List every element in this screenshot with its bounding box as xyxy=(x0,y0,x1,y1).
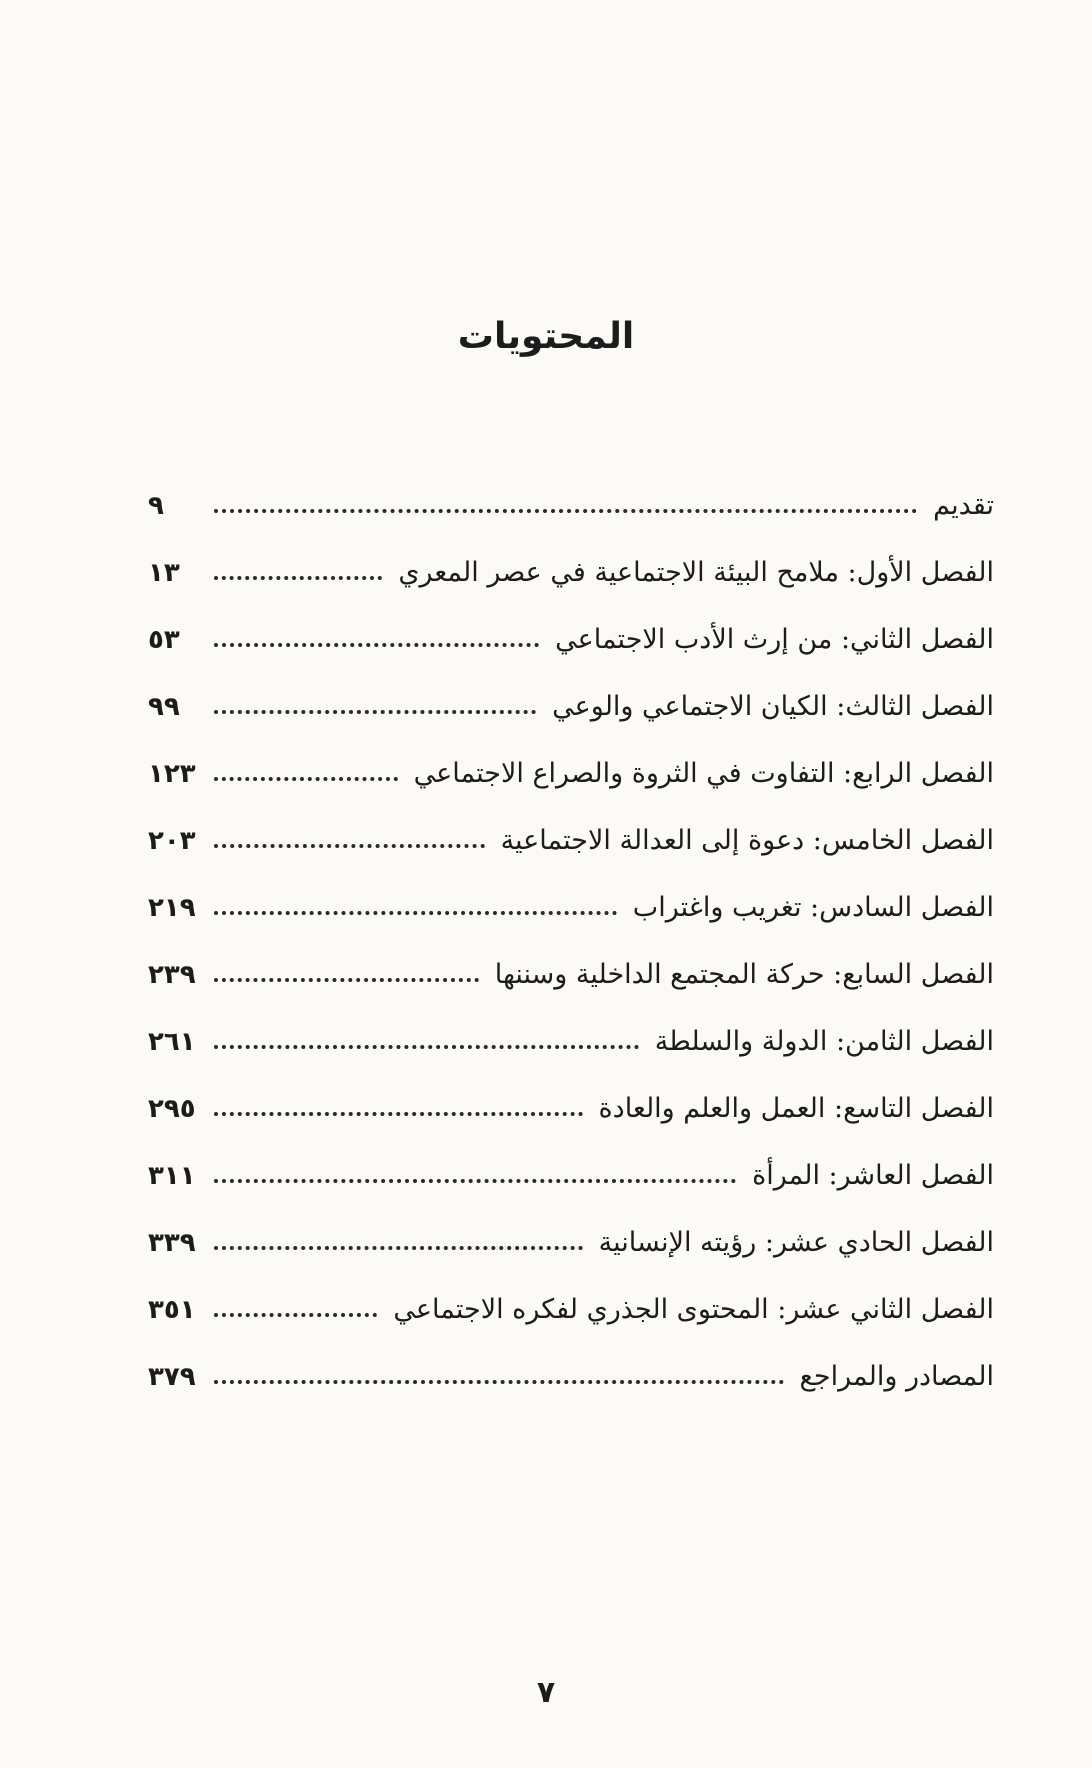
toc-page-number: ٢٩٥ xyxy=(148,1093,196,1124)
toc-entry-chapter-11 xyxy=(148,1209,994,1276)
toc-entry-title: الفصل الثامن: الدولة والسلطة xyxy=(654,1025,994,1057)
table-of-contents xyxy=(148,472,994,1410)
toc-entry-title: الفصل الثاني: من إرث الأدب الاجتماعي xyxy=(555,623,994,655)
toc-entry-references xyxy=(148,1343,994,1410)
dot-leader xyxy=(214,643,539,647)
dot-leader xyxy=(214,509,917,513)
dot-leader xyxy=(214,978,479,982)
toc-entry-title: الفصل السابع: حركة المجتمع الداخلية وسننها xyxy=(494,958,994,990)
toc-entry-chapter-3 xyxy=(148,673,994,740)
toc-page-number: ١٢٣ xyxy=(148,758,196,789)
toc-entry-introduction xyxy=(148,472,994,539)
toc-entry-title: الفصل الثاني عشر: المحتوى الجذري لفكره الاجتماعي xyxy=(393,1293,994,1325)
toc-entry-chapter-8 xyxy=(148,1008,994,1075)
toc-entry-chapter-9 xyxy=(148,1075,994,1142)
dot-leader xyxy=(214,1112,583,1116)
toc-entry-title: الفصل الخامس: دعوة إلى العدالة الاجتماعية xyxy=(500,824,994,856)
toc-page-number: ٢٦١ xyxy=(148,1026,196,1057)
toc-entry-title: الفصل الرابع: التفاوت في الثروة والصراع الاجتماعي xyxy=(413,757,994,789)
page-number-folio: ٧ xyxy=(536,1675,556,1710)
dot-leader xyxy=(214,576,382,580)
toc-page-number: ٩ xyxy=(148,490,164,521)
toc-entry-title: الفصل الثالث: الكيان الاجتماعي والوعي xyxy=(552,690,994,722)
dot-leader xyxy=(214,1313,377,1317)
dot-leader xyxy=(214,1380,784,1384)
dot-leader xyxy=(214,1179,736,1183)
toc-entry-chapter-1 xyxy=(148,539,994,606)
toc-page-number: ٣٥١ xyxy=(148,1294,196,1325)
dot-leader xyxy=(214,911,617,915)
toc-entry-chapter-7 xyxy=(148,941,994,1008)
toc-page-number: ٢٣٩ xyxy=(148,959,196,990)
dot-leader xyxy=(214,710,536,714)
toc-entry-chapter-4 xyxy=(148,740,994,807)
toc-entry-chapter-6 xyxy=(148,874,994,941)
toc-entry-title: المصادر والمراجع xyxy=(799,1360,994,1392)
toc-page-number: ٥٣ xyxy=(148,624,180,655)
dot-leader xyxy=(214,1246,583,1250)
toc-page-number: ٢١٩ xyxy=(148,892,196,923)
page-title: المحتويات xyxy=(457,316,635,357)
toc-entry-chapter-5 xyxy=(148,807,994,874)
toc-page-number: ٣٧٩ xyxy=(148,1361,196,1392)
toc-entry-title: الفصل الحادي عشر: رؤيته الإنسانية xyxy=(598,1226,994,1258)
dot-leader xyxy=(214,844,485,848)
toc-entry-title: تقديم xyxy=(933,489,994,521)
toc-entry-title: الفصل الأول: ملامح البيئة الاجتماعية في عصر المعري xyxy=(398,556,994,588)
toc-entry-chapter-2 xyxy=(148,606,994,673)
toc-entry-title: الفصل التاسع: العمل والعلم والعادة xyxy=(598,1092,994,1124)
toc-page-number: ٢٠٣ xyxy=(148,825,196,856)
toc-page-number: ٣١١ xyxy=(148,1160,196,1191)
toc-entry-title: الفصل السادس: تغريب واغتراب xyxy=(632,891,994,923)
dot-leader xyxy=(214,1045,639,1049)
toc-page-number: ٩٩ xyxy=(148,691,180,722)
toc-entry-chapter-10 xyxy=(148,1142,994,1209)
toc-page-number: ٣٣٩ xyxy=(148,1227,196,1258)
dot-leader xyxy=(214,777,398,781)
toc-entry-title: الفصل العاشر: المرأة xyxy=(752,1159,994,1191)
toc-entry-chapter-12 xyxy=(148,1276,994,1343)
toc-page-number: ١٣ xyxy=(148,557,180,588)
